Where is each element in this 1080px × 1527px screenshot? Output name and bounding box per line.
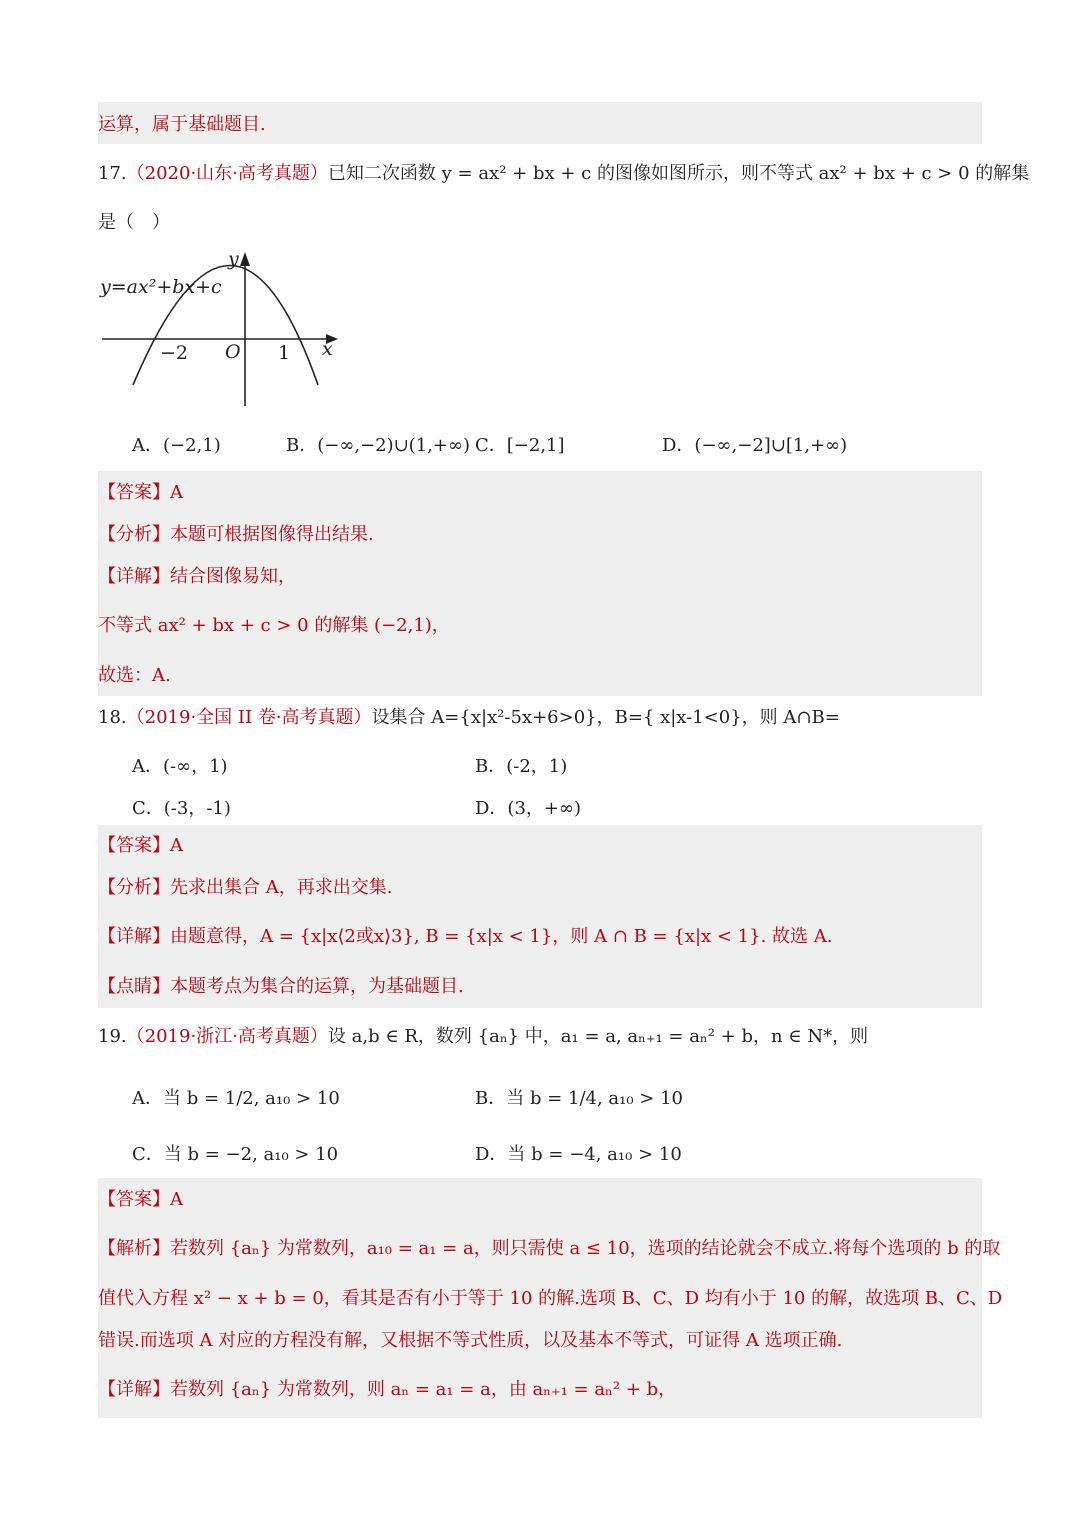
q18-analysis: 【分析】先求出集合 A，再求出交集. [98, 877, 393, 898]
q18-answer: 【答案】A [98, 835, 183, 856]
q19-analysis-2: 值代入方程 x² − x + b = 0，看其是否有小于等于 10 的解.选项 B、C、D 均有小于 10 的解，故选项 B、C、D [98, 1288, 1003, 1309]
q17-option-c[interactable]: C．[−2,1] [475, 435, 565, 456]
q19-stem-line [98, 1027, 868, 1047]
q17-detail-2: 不等式 ax² + bx + c > 0 的解集 (−2,1)， [98, 615, 450, 636]
graph-x-axis-label: x [322, 338, 333, 360]
q19-detail: 【详解】若数列 {aₙ} 为常数列，则 aₙ = a₁ = a，由 aₙ₊₁ = aₙ² + b， [98, 1379, 677, 1400]
q18-number: 18. [98, 707, 127, 728]
q17-number: 17. [98, 163, 127, 184]
q17-option-d[interactable]: D．(−∞,−2]∪[1,+∞) [662, 435, 848, 456]
q17-stem-line1 [98, 164, 1029, 184]
answer-box-top [98, 102, 982, 144]
graph-function-label: y=ax²+bx+c [100, 276, 222, 298]
q18-stem-line [98, 708, 840, 728]
q17-stem: 已知二次函数 y = ax² + bx + c 的图像如图所示，则不等式 ax² + bx + c > 0 的解集 [327, 163, 1030, 184]
q18-answer-box [98, 825, 982, 1008]
q19-option-b[interactable]: B．当 b = 1/4, a₁₀ > 10 [475, 1088, 684, 1109]
graph-origin-label: O [225, 341, 241, 363]
q18-option-c[interactable]: C．(-3，-1) [132, 798, 231, 819]
q17-stem-line2: 是（ ） [98, 212, 170, 233]
q17-answer: 【答案】A [98, 482, 183, 503]
q17-source: （2020·山东·高考真题） [126, 163, 328, 184]
q17-answer-box [98, 471, 982, 696]
top-box-text: 运算，属于基础题目. [98, 114, 266, 135]
q18-option-a[interactable]: A．(-∞，1) [132, 756, 228, 777]
q17-detail-3: 故选：A. [98, 665, 171, 686]
q19-analysis-3: 错误.而选项 A 对应的方程没有解，又根据不等式性质，以及基本不等式，可证得 A 选项正确. [98, 1330, 843, 1351]
q17-option-a[interactable]: A．(−2,1) [132, 435, 221, 456]
q19-answer: 【答案】A [98, 1189, 183, 1210]
q18-option-d[interactable]: D．(3，+∞) [475, 798, 582, 819]
q17-option-b[interactable]: B．(−∞,−2)∪(1,+∞) [286, 435, 470, 456]
parabola-graph [98, 248, 348, 410]
q18-comment: 【点睛】本题考点为集合的运算，为基础题目. [98, 976, 464, 997]
graph-tick-left: −2 [160, 342, 189, 364]
graph-tick-right: 1 [278, 342, 291, 364]
q18-source: （2019·全国 II 卷·高考真题） [126, 707, 372, 728]
q18-detail: 【详解】由题意得，A = {x|x⟨2或x⟩3}, B = {x|x < 1}，则 A ∩ B = {x|x < 1}. 故选 A. [98, 926, 833, 947]
q17-analysis: 【分析】本题可根据图像得出结果. [98, 524, 374, 545]
q19-analysis-1: 【解析】若数列 {aₙ} 为常数列，a₁₀ = a₁ = a，则只需使 a ≤ 10，选项的结论就会不成立.将每个选项的 b 的取 [98, 1238, 1001, 1259]
q19-option-a[interactable]: A．当 b = 1/2, a₁₀ > 10 [132, 1088, 340, 1109]
q19-answer-box [98, 1178, 1003, 1418]
graph-y-axis-label: y [228, 248, 239, 270]
q17-detail-1: 【详解】结合图像易知， [98, 566, 296, 587]
q19-option-c[interactable]: C．当 b = −2, a₁₀ > 10 [132, 1144, 339, 1165]
q19-number: 19. [98, 1026, 127, 1047]
q19-source: （2019·浙江·高考真题） [126, 1026, 328, 1047]
q19-option-d[interactable]: D．当 b = −4, a₁₀ > 10 [475, 1144, 682, 1165]
q18-stem: 设集合 A={x|x²-5x+6>0}，B={ x|x-1<0}，则 A∩B= [371, 707, 840, 728]
q19-stem: 设 a,b ∈ R，数列 {aₙ} 中，a₁ = a, aₙ₊₁ = aₙ² + b，n ∈ N*，则 [327, 1026, 869, 1047]
q18-option-b[interactable]: B．(-2，1) [475, 756, 568, 777]
